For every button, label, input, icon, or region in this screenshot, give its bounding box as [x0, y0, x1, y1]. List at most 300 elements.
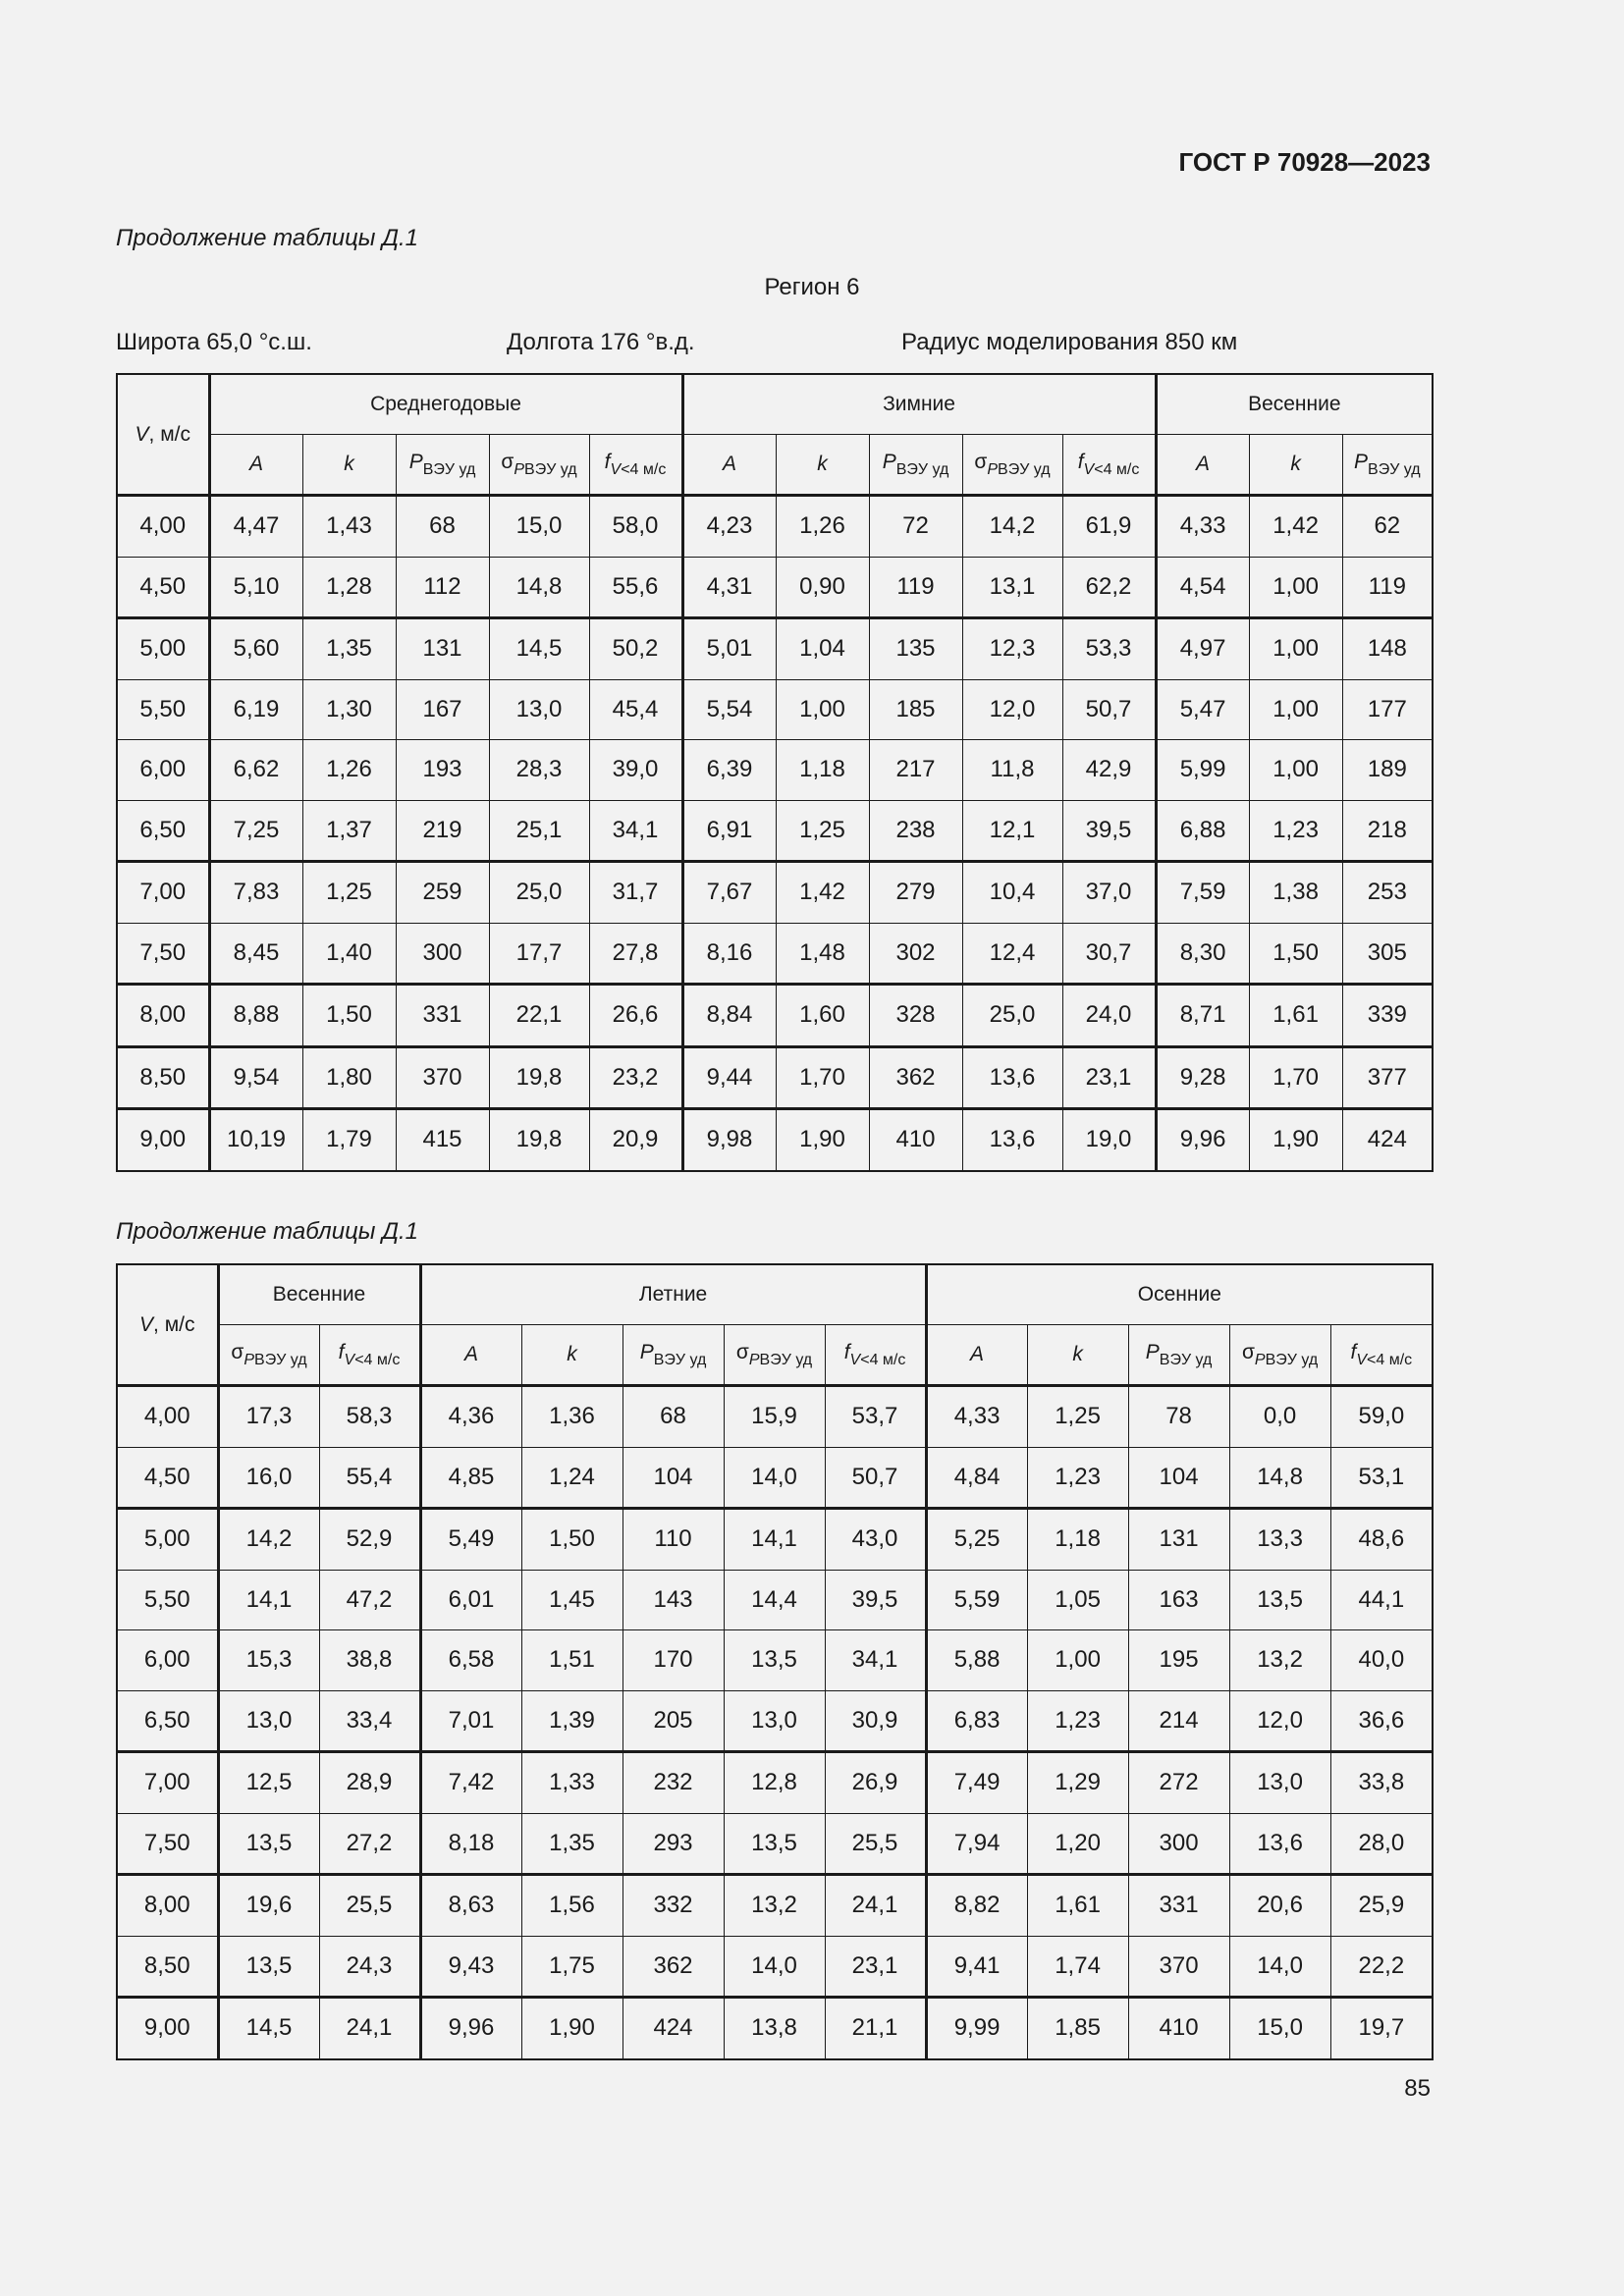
- table-cell: 12,5: [218, 1752, 319, 1814]
- table-cell: 415: [396, 1109, 489, 1171]
- table-cell: 16,0: [218, 1447, 319, 1509]
- table-cell: 20,6: [1229, 1875, 1330, 1937]
- table-cell: 331: [1128, 1875, 1229, 1937]
- table-cell: 1,30: [302, 679, 396, 740]
- table-cell: 5,60: [209, 618, 302, 680]
- table-cell: 1,43: [302, 496, 396, 558]
- table-row: [117, 496, 1433, 558]
- table-cell: 39,5: [825, 1570, 926, 1630]
- table-cell: 135: [869, 618, 962, 680]
- table-cell: 39,5: [1062, 800, 1156, 862]
- table-cell: 13,2: [1229, 1630, 1330, 1691]
- table-cell: 1,00: [1249, 618, 1342, 680]
- table-row: [117, 923, 1433, 985]
- table-row: [117, 862, 1433, 924]
- table-cell: 39,0: [589, 740, 682, 801]
- table-cell: 1,20: [1027, 1813, 1128, 1875]
- table-cell: 6,58: [420, 1630, 521, 1691]
- table-cell: 19,0: [1062, 1109, 1156, 1171]
- table-cell: 62,2: [1062, 557, 1156, 618]
- table-cell: 9,99: [926, 1998, 1027, 2059]
- table-cell: 14,5: [489, 618, 589, 680]
- table-cell: 7,49: [926, 1752, 1027, 1814]
- table-cell: 7,59: [1156, 862, 1249, 924]
- table-cell: 59,0: [1330, 1386, 1433, 1448]
- table-cell: 43,0: [825, 1509, 926, 1571]
- table-cell: 1,90: [521, 1998, 623, 2059]
- table-cell: 5,01: [682, 618, 776, 680]
- table-cell: 279: [869, 862, 962, 924]
- table-cell: 1,85: [1027, 1998, 1128, 2059]
- table-cell: 7,25: [209, 800, 302, 862]
- table-cell: 15,9: [724, 1386, 825, 1448]
- table-row: [117, 1046, 1433, 1109]
- table-cell: 14,4: [724, 1570, 825, 1630]
- table-cell: 163: [1128, 1570, 1229, 1630]
- table-cell: 4,33: [1156, 496, 1249, 558]
- cell-wind-speed: 5,00: [117, 1509, 218, 1571]
- table-cell: 1,40: [302, 923, 396, 985]
- column-header-p-vey: $P_{ВЭУ уд}$: [1128, 1325, 1229, 1386]
- table-cell: 27,8: [589, 923, 682, 985]
- table-cell: 10,4: [962, 862, 1062, 924]
- table-cell: 7,01: [420, 1690, 521, 1752]
- table-cell: 6,01: [420, 1570, 521, 1630]
- table-cell: 232: [623, 1752, 724, 1814]
- table-cell: 8,63: [420, 1875, 521, 1937]
- column-header-f-v4: $f_{V<4 м/с}$: [825, 1325, 926, 1386]
- table-cell: 1,25: [776, 800, 869, 862]
- table-cell: 53,1: [1330, 1447, 1433, 1509]
- page-number: 85: [1404, 2075, 1431, 2102]
- table-cell: 53,7: [825, 1386, 926, 1448]
- table-cell: 9,98: [682, 1109, 776, 1171]
- table-cell: 13,8: [724, 1998, 825, 2059]
- table-cell: 30,9: [825, 1690, 926, 1752]
- table-cell: 332: [623, 1875, 724, 1937]
- table-cell: 131: [1128, 1509, 1229, 1571]
- table-cell: 8,45: [209, 923, 302, 985]
- table-cell: 42,9: [1062, 740, 1156, 801]
- table-cell: 1,70: [776, 1046, 869, 1109]
- column-header-a: A: [926, 1325, 1027, 1386]
- cell-wind-speed: 6,00: [117, 740, 209, 801]
- table-cell: 195: [1128, 1630, 1229, 1691]
- table-row: [117, 557, 1433, 618]
- table-cell: 12,3: [962, 618, 1062, 680]
- table-cell: 13,5: [724, 1813, 825, 1875]
- table-cell: 7,83: [209, 862, 302, 924]
- table-cell: 50,2: [589, 618, 682, 680]
- table-cell: 6,88: [1156, 800, 1249, 862]
- table-cell: 7,42: [420, 1752, 521, 1814]
- table-cell: 25,5: [319, 1875, 420, 1937]
- table-cell: 25,9: [1330, 1875, 1433, 1937]
- table-cell: 62: [1342, 496, 1433, 558]
- table-cell: 148: [1342, 618, 1433, 680]
- table-cell: 24,0: [1062, 985, 1156, 1047]
- group-header-summer: Летние: [420, 1264, 926, 1325]
- table-cell: 25,0: [489, 862, 589, 924]
- table-cell: 424: [623, 1998, 724, 2059]
- cell-wind-speed: 8,50: [117, 1936, 218, 1998]
- table-cell: 7,94: [926, 1813, 1027, 1875]
- table-cell: 189: [1342, 740, 1433, 801]
- table-cell: 9,44: [682, 1046, 776, 1109]
- table-cell: 253: [1342, 862, 1433, 924]
- table-cell: 410: [869, 1109, 962, 1171]
- table-cell: 12,4: [962, 923, 1062, 985]
- table-cell: 13,6: [962, 1046, 1062, 1109]
- table-cell: 28,9: [319, 1752, 420, 1814]
- table-cell: 205: [623, 1690, 724, 1752]
- table-cell: 362: [869, 1046, 962, 1109]
- table-cell: 1,39: [521, 1690, 623, 1752]
- column-header-p-vey: $P_{ВЭУ уд}$: [869, 435, 962, 496]
- table-cell: 10,19: [209, 1109, 302, 1171]
- table-cell: 1,00: [776, 679, 869, 740]
- table-cell: 214: [1128, 1690, 1229, 1752]
- table-row: [117, 800, 1433, 862]
- column-header-f-v4: $f_{V<4 м/с}$: [319, 1325, 420, 1386]
- table-cell: 272: [1128, 1752, 1229, 1814]
- table-cell: 238: [869, 800, 962, 862]
- table-cell: 13,2: [724, 1875, 825, 1937]
- table-cell: 410: [1128, 1998, 1229, 2059]
- table-cell: 15,0: [1229, 1998, 1330, 2059]
- cell-wind-speed: 7,50: [117, 923, 209, 985]
- table-cell: 1,00: [1027, 1630, 1128, 1691]
- group-header-spring: Весенние: [218, 1264, 420, 1325]
- table-cell: 1,23: [1027, 1690, 1128, 1752]
- table-cell: 17,3: [218, 1386, 319, 1448]
- table-row: [117, 985, 1433, 1047]
- table-cell: 12,1: [962, 800, 1062, 862]
- table-caption-2: Продолжение таблицы Д.1: [116, 1218, 419, 1245]
- table-cell: 6,39: [682, 740, 776, 801]
- table-cell: 28,3: [489, 740, 589, 801]
- cell-wind-speed: 6,50: [117, 1690, 218, 1752]
- column-header-sigma-p: $\sigma_{PВЭУ уд}$: [962, 435, 1062, 496]
- table-cell: 5,47: [1156, 679, 1249, 740]
- column-header-sigma-p: $\sigma_{PВЭУ уд}$: [724, 1325, 825, 1386]
- table-cell: 1,90: [1249, 1109, 1342, 1171]
- cell-wind-speed: 6,50: [117, 800, 209, 862]
- table-row: [117, 1509, 1433, 1571]
- table-cell: 1,04: [776, 618, 869, 680]
- table-cell: 170: [623, 1630, 724, 1691]
- table-cell: 1,38: [1249, 862, 1342, 924]
- table-cell: 1,26: [776, 496, 869, 558]
- table-cell: 5,59: [926, 1570, 1027, 1630]
- table-cell: 110: [623, 1509, 724, 1571]
- table-cell: 217: [869, 740, 962, 801]
- column-header-k: k: [776, 435, 869, 496]
- group-header-winter: Зимние: [682, 374, 1156, 435]
- table-cell: 1,42: [776, 862, 869, 924]
- table-cell: 36,6: [1330, 1690, 1433, 1752]
- table-cell: 1,25: [302, 862, 396, 924]
- table-cell: 58,3: [319, 1386, 420, 1448]
- table-cell: 6,83: [926, 1690, 1027, 1752]
- column-header-k: k: [1027, 1325, 1128, 1386]
- table-cell: 14,1: [724, 1509, 825, 1571]
- table-cell: 1,29: [1027, 1752, 1128, 1814]
- table-cell: 8,16: [682, 923, 776, 985]
- table-cell: 13,5: [724, 1630, 825, 1691]
- table-cell: 12,0: [962, 679, 1062, 740]
- table-cell: 305: [1342, 923, 1433, 985]
- table-cell: 14,0: [724, 1936, 825, 1998]
- table-cell: 1,48: [776, 923, 869, 985]
- table-cell: 14,0: [1229, 1936, 1330, 1998]
- table-cell: 300: [396, 923, 489, 985]
- table-cell: 4,84: [926, 1447, 1027, 1509]
- table-cell: 24,1: [825, 1875, 926, 1937]
- table-cell: 119: [1342, 557, 1433, 618]
- table-cell: 9,43: [420, 1936, 521, 1998]
- table-cell: 15,3: [218, 1630, 319, 1691]
- table-cell: 1,00: [1249, 557, 1342, 618]
- table-cell: 25,1: [489, 800, 589, 862]
- table-cell: 4,36: [420, 1386, 521, 1448]
- table-cell: 14,0: [724, 1447, 825, 1509]
- table-cell: 19,8: [489, 1109, 589, 1171]
- column-header-k: k: [521, 1325, 623, 1386]
- cell-wind-speed: 7,50: [117, 1813, 218, 1875]
- data-table-1: [116, 373, 1434, 1172]
- table-cell: 33,8: [1330, 1752, 1433, 1814]
- table-cell: 8,30: [1156, 923, 1249, 985]
- table-row: [117, 1386, 1433, 1448]
- table-row: [117, 740, 1433, 801]
- table-cell: 47,2: [319, 1570, 420, 1630]
- table-cell: 218: [1342, 800, 1433, 862]
- table-cell: 9,54: [209, 1046, 302, 1109]
- table-cell: 1,23: [1027, 1447, 1128, 1509]
- table-cell: 1,37: [302, 800, 396, 862]
- table-cell: 1,90: [776, 1109, 869, 1171]
- column-header-f-v4: $f_{V<4 м/с}$: [589, 435, 682, 496]
- table-cell: 1,74: [1027, 1936, 1128, 1998]
- table-cell: 68: [396, 496, 489, 558]
- table-cell: 12,8: [724, 1752, 825, 1814]
- table-cell: 362: [623, 1936, 724, 1998]
- table-cell: 4,54: [1156, 557, 1249, 618]
- table-cell: 193: [396, 740, 489, 801]
- table-cell: 112: [396, 557, 489, 618]
- table-cell: 27,2: [319, 1813, 420, 1875]
- cell-wind-speed: 8,50: [117, 1046, 209, 1109]
- table-cell: 104: [623, 1447, 724, 1509]
- table-cell: 1,00: [1249, 740, 1342, 801]
- table-cell: 23,1: [1062, 1046, 1156, 1109]
- table-cell: 1,35: [302, 618, 396, 680]
- table-cell: 119: [869, 557, 962, 618]
- table-cell: 40,0: [1330, 1630, 1433, 1691]
- table-cell: 167: [396, 679, 489, 740]
- table-cell: 13,0: [218, 1690, 319, 1752]
- table-cell: 293: [623, 1813, 724, 1875]
- table-cell: 4,85: [420, 1447, 521, 1509]
- table-cell: 1,18: [776, 740, 869, 801]
- table-cell: 9,41: [926, 1936, 1027, 1998]
- table-cell: 22,1: [489, 985, 589, 1047]
- table-cell: 1,24: [521, 1447, 623, 1509]
- column-header-p-vey: $P_{ВЭУ уд}$: [623, 1325, 724, 1386]
- table-cell: 31,7: [589, 862, 682, 924]
- table-cell: 55,4: [319, 1447, 420, 1509]
- latitude-text: Широта 65,0 °с.ш.: [116, 329, 312, 355]
- table-cell: 4,97: [1156, 618, 1249, 680]
- cell-wind-speed: 7,00: [117, 1752, 218, 1814]
- table-cell: 55,6: [589, 557, 682, 618]
- table-cell: 8,84: [682, 985, 776, 1047]
- table-cell: 8,88: [209, 985, 302, 1047]
- cell-wind-speed: 4,00: [117, 496, 209, 558]
- cell-wind-speed: 4,50: [117, 557, 209, 618]
- table-cell: 377: [1342, 1046, 1433, 1109]
- column-header-a: A: [682, 435, 776, 496]
- cell-wind-speed: 9,00: [117, 1998, 218, 2059]
- table-cell: 259: [396, 862, 489, 924]
- table-cell: 23,1: [825, 1936, 926, 1998]
- table-cell: 13,5: [218, 1936, 319, 1998]
- table-cell: 328: [869, 985, 962, 1047]
- table-cell: 8,18: [420, 1813, 521, 1875]
- data-table-2: [116, 1263, 1434, 2060]
- table-cell: 4,31: [682, 557, 776, 618]
- column-header-p-vey: $P_{ВЭУ уд}$: [396, 435, 489, 496]
- table-cell: 61,9: [1062, 496, 1156, 558]
- table-cell: 1,50: [521, 1509, 623, 1571]
- table-cell: 1,45: [521, 1570, 623, 1630]
- group-header-autumn: Осенние: [926, 1264, 1433, 1325]
- table-cell: 1,23: [1249, 800, 1342, 862]
- table-cell: 45,4: [589, 679, 682, 740]
- table-cell: 38,8: [319, 1630, 420, 1691]
- table-cell: 9,96: [1156, 1109, 1249, 1171]
- table-cell: 78: [1128, 1386, 1229, 1448]
- table-row: [117, 618, 1433, 680]
- cell-wind-speed: 4,00: [117, 1386, 218, 1448]
- table-cell: 331: [396, 985, 489, 1047]
- table-cell: 8,82: [926, 1875, 1027, 1937]
- table-cell: 1,42: [1249, 496, 1342, 558]
- table-cell: 302: [869, 923, 962, 985]
- table-cell: 19,7: [1330, 1998, 1433, 2059]
- cell-wind-speed: 4,50: [117, 1447, 218, 1509]
- group-header-spring: Весенние: [1156, 374, 1433, 435]
- table-cell: 13,6: [1229, 1813, 1330, 1875]
- table-cell: 1,70: [1249, 1046, 1342, 1109]
- table-cell: 5,25: [926, 1509, 1027, 1571]
- table-cell: 300: [1128, 1813, 1229, 1875]
- table-cell: 1,50: [1249, 923, 1342, 985]
- table-cell: 177: [1342, 679, 1433, 740]
- table-cell: 131: [396, 618, 489, 680]
- table-cell: 143: [623, 1570, 724, 1630]
- table-cell: 17,7: [489, 923, 589, 985]
- cell-wind-speed: 8,00: [117, 1875, 218, 1937]
- table-cell: 37,0: [1062, 862, 1156, 924]
- table-cell: 1,50: [302, 985, 396, 1047]
- table-cell: 11,8: [962, 740, 1062, 801]
- cell-wind-speed: 5,00: [117, 618, 209, 680]
- table-cell: 1,33: [521, 1752, 623, 1814]
- table-cell: 72: [869, 496, 962, 558]
- table-cell: 44,1: [1330, 1570, 1433, 1630]
- cell-wind-speed: 5,50: [117, 1570, 218, 1630]
- table-cell: 1,00: [1249, 679, 1342, 740]
- cell-wind-speed: 7,00: [117, 862, 209, 924]
- table-cell: 424: [1342, 1109, 1433, 1171]
- table-cell: 12,0: [1229, 1690, 1330, 1752]
- table-cell: 4,23: [682, 496, 776, 558]
- table-cell: 13,6: [962, 1109, 1062, 1171]
- column-header-a: A: [1156, 435, 1249, 496]
- table-cell: 15,0: [489, 496, 589, 558]
- table-row: [117, 1630, 1433, 1691]
- table-cell: 1,79: [302, 1109, 396, 1171]
- table-cell: 58,0: [589, 496, 682, 558]
- table-cell: 53,3: [1062, 618, 1156, 680]
- table-cell: 5,99: [1156, 740, 1249, 801]
- table-cell: 13,3: [1229, 1509, 1330, 1571]
- table-cell: 1,35: [521, 1813, 623, 1875]
- table-row: [117, 1813, 1433, 1875]
- column-header-f-v4: $f_{V<4 м/с}$: [1330, 1325, 1433, 1386]
- table-cell: 1,18: [1027, 1509, 1128, 1571]
- group-header-annual: Среднегодовые: [209, 374, 682, 435]
- table-cell: 14,1: [218, 1570, 319, 1630]
- table-cell: 34,1: [825, 1630, 926, 1691]
- table-cell: 20,9: [589, 1109, 682, 1171]
- table-row: [117, 1936, 1433, 1998]
- table-cell: 1,61: [1027, 1875, 1128, 1937]
- column-header-k: k: [302, 435, 396, 496]
- table-cell: 1,75: [521, 1936, 623, 1998]
- table-cell: 13,1: [962, 557, 1062, 618]
- table-cell: 14,2: [962, 496, 1062, 558]
- table-cell: 14,8: [489, 557, 589, 618]
- column-header-k: k: [1249, 435, 1342, 496]
- table-cell: 219: [396, 800, 489, 862]
- table-cell: 34,1: [589, 800, 682, 862]
- column-header-sigma-p: $\sigma_{PВЭУ уд}$: [489, 435, 589, 496]
- table-cell: 13,0: [1229, 1752, 1330, 1814]
- table-cell: 28,0: [1330, 1813, 1433, 1875]
- table-cell: 1,28: [302, 557, 396, 618]
- table-cell: 8,71: [1156, 985, 1249, 1047]
- table-cell: 48,6: [1330, 1509, 1433, 1571]
- table-cell: 52,9: [319, 1509, 420, 1571]
- table-cell: 25,5: [825, 1813, 926, 1875]
- table-row: [117, 1570, 1433, 1630]
- table-cell: 21,1: [825, 1998, 926, 2059]
- table-cell: 19,6: [218, 1875, 319, 1937]
- table-cell: 14,8: [1229, 1447, 1330, 1509]
- table-cell: 185: [869, 679, 962, 740]
- table-cell: 50,7: [1062, 679, 1156, 740]
- table-cell: 1,05: [1027, 1570, 1128, 1630]
- column-header-sigma-p: $\sigma_{PВЭУ уд}$: [1229, 1325, 1330, 1386]
- table-cell: 26,6: [589, 985, 682, 1047]
- table-cell: 339: [1342, 985, 1433, 1047]
- table-cell: 5,10: [209, 557, 302, 618]
- table-row: [117, 1752, 1433, 1814]
- table-cell: 19,8: [489, 1046, 589, 1109]
